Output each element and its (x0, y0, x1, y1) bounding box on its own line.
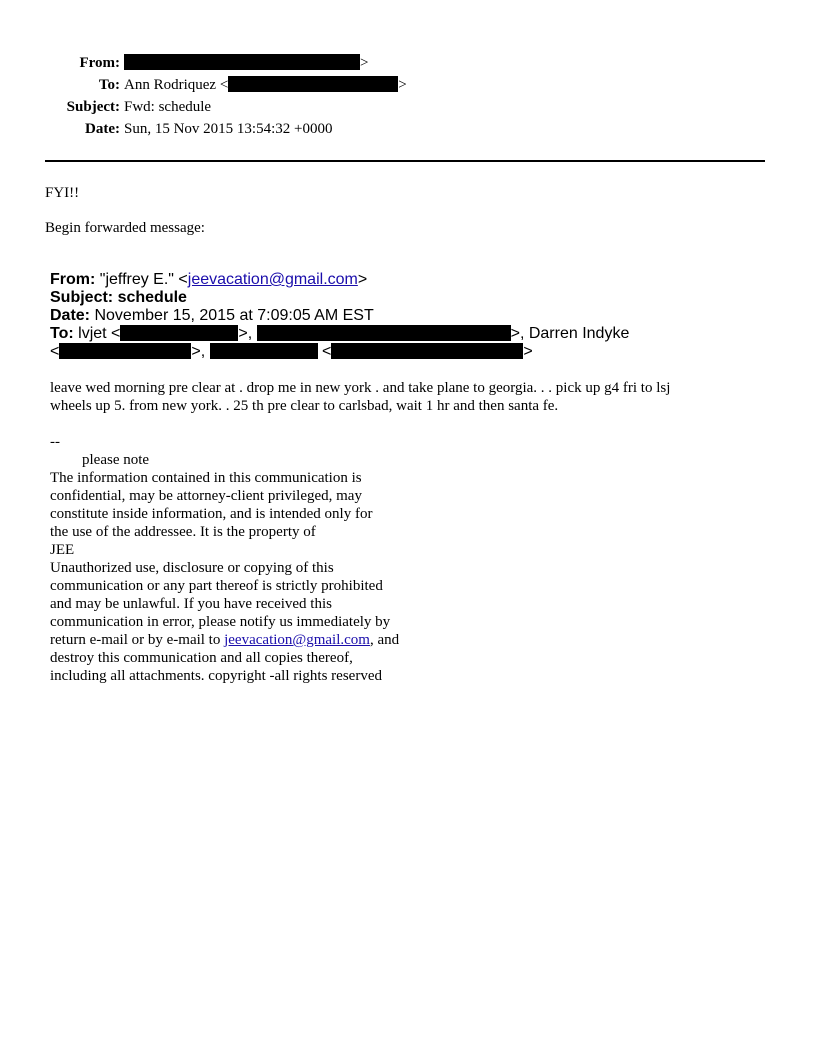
redacted-block (331, 343, 523, 359)
disclaimer-line: Unauthorized use, disclosure or copying of this (50, 560, 334, 576)
fwd-to-close: > (523, 343, 533, 360)
redacted-block (210, 343, 318, 359)
fwd-to-sep1: >, (238, 325, 257, 342)
message-line-1: leave wed morning pre clear at . drop me in new york . and take plane to georgia. . . pick up g4 fri to lsj (50, 380, 671, 396)
date-value: Sun, 15 Nov 2015 13:54:32 +0000 (124, 121, 333, 137)
return-suffix: , and (369, 632, 400, 648)
message-line-2: wheels up 5. from new york. . 25 th pre clear to carlsbad, wait 1 hr and then santa fe. (50, 398, 559, 414)
from-value (124, 54, 368, 72)
fwd-date-label: Date: (50, 307, 91, 324)
fwd-subject-row (50, 289, 187, 307)
fwd-date-value: November 15, 2015 at 7:09:05 AM EST (90, 307, 374, 324)
subject-value: Fwd: schedule (124, 99, 212, 115)
disclaimer-line: destroy this communication and all copies thereof, (50, 650, 353, 666)
fwd-from-email-link[interactable]: jeevacation@gmail.com (187, 271, 358, 288)
disclaimer-line: the use of the addressee. It is the property of (50, 524, 316, 540)
fwd-to-open2: < (317, 343, 332, 360)
fwd-to-name1: lvjet < (73, 325, 121, 342)
redacted-block (257, 325, 511, 341)
redacted-block (59, 343, 191, 359)
disclaimer-return-line (50, 631, 399, 649)
disclaimer-line: and may be unlawful. If you have received this (50, 596, 332, 612)
fwd-from-row (50, 271, 367, 289)
fwd-from-suffix: > (357, 271, 368, 288)
redacted-block (120, 325, 238, 341)
disclaimer-line: constitute inside information, and is intended only for (50, 506, 373, 522)
to-name: Ann Rodriquez < (124, 77, 229, 93)
fwd-subject-value: schedule (113, 289, 187, 306)
fwd-to-sep2: >, Darren Indyke (510, 325, 630, 342)
subject-label: Subject: (66, 99, 120, 115)
fwd-from-name: "jeffrey E." < (95, 271, 188, 288)
return-prefix: return e-mail or by e-mail to (50, 632, 225, 648)
fwd-to-sep3: >, (191, 343, 210, 360)
header-divider (45, 160, 765, 162)
disclaimer-line: communication in error, please notify us immediately by (50, 614, 391, 630)
fwd-to-label: To: (50, 325, 74, 342)
signature-dashes: -- (50, 434, 60, 450)
from-suffix: > (360, 55, 369, 71)
fwd-date-row (50, 307, 374, 325)
fwd-to-row (50, 325, 629, 343)
fwd-from-label: From: (50, 271, 96, 288)
fwd-to-open: < (50, 343, 60, 360)
from-label: From: (79, 55, 120, 71)
please-note-text: please note (82, 452, 150, 468)
redacted-block (228, 76, 398, 92)
redacted-block (124, 54, 360, 70)
fyi-text: FYI!! (45, 185, 80, 201)
disclaimer-line: The information contained in this communication is (50, 470, 362, 486)
disclaimer-line: including all attachments. copyright -all rights reserved (50, 668, 382, 684)
disclaimer-line: communication or any part thereof is strictly prohibited (50, 578, 383, 594)
disclaimer-line: JEE (50, 542, 75, 558)
fwd-to-row-2 (50, 343, 533, 361)
date-label: Date: (85, 121, 120, 137)
fwd-subject-label: Subject: (50, 289, 114, 306)
to-label: To: (98, 77, 120, 93)
to-value (124, 76, 407, 94)
begin-forwarded-text: Begin forwarded message: (45, 220, 205, 236)
return-email-link[interactable]: jeevacation@gmail.com (224, 632, 370, 648)
to-suffix: > (398, 77, 407, 93)
disclaimer-line: confidential, may be attorney-client privileged, may (50, 488, 362, 504)
